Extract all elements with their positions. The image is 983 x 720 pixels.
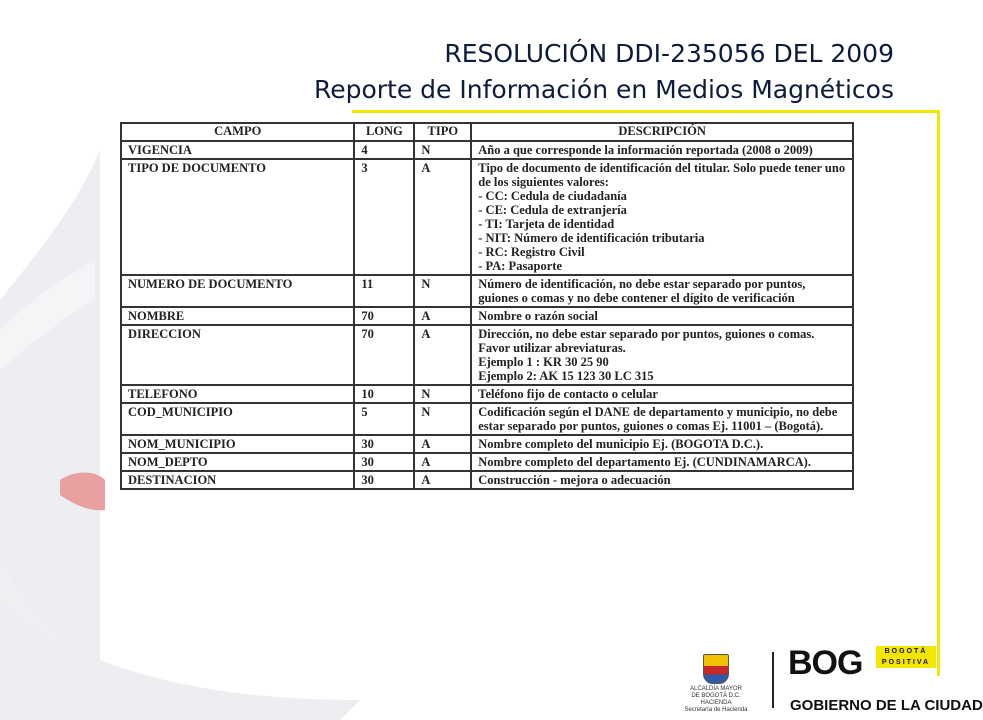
table-row [121, 453, 853, 471]
descripcion-cell: Nombre o razón social [471, 307, 853, 325]
header-long: LONG [354, 123, 414, 141]
long-cell: 10 [354, 385, 414, 403]
alcaldia-line4: Secretaría de Hacienda [684, 707, 748, 713]
long-cell: 5 [354, 403, 414, 435]
campo-cell: NOMBRE [121, 307, 354, 325]
long-cell: 30 [354, 471, 414, 489]
alcaldia-line2: DE BOGOTÁ D.C. [691, 693, 741, 699]
table-row [121, 159, 853, 275]
table-row [121, 403, 853, 435]
table-row [121, 141, 853, 159]
bogota-positiva-logo [788, 644, 983, 714]
tipo-cell: A [414, 435, 471, 453]
campo-cell: NOM_MUNICIPIO [121, 435, 354, 453]
alcaldia-line1: ALCALDÍA MAYOR [690, 686, 742, 692]
page-title: RESOLUCIÓN DDI-235056 DEL 2009 [444, 39, 894, 68]
alcaldia-logo [676, 654, 756, 714]
table-row [121, 471, 853, 489]
tipo-cell: N [414, 385, 471, 403]
descripcion-cell: Dirección, no debe estar separado por puntos, guiones o comas. Favor utilizar abreviaturas. Ejemplo 1 : KR 30 25 90 Ejemplo 2: AK 15 123 30 LC 315 [471, 325, 853, 385]
campo-cell: COD_MUNICIPIO [121, 403, 354, 435]
bogota-positiva-tag: BOGOTÁ POSITIVA [876, 646, 936, 668]
tipo-cell: N [414, 403, 471, 435]
alcaldia-line3: HACIENDA [700, 700, 732, 706]
page-subtitle: Reporte de Información en Medios Magnéticos [313, 75, 894, 104]
long-cell: 3 [354, 159, 414, 275]
campo-cell: TELEFONO [121, 385, 354, 403]
descripcion-cell: Teléfono fijo de contacto o celular [471, 385, 853, 403]
campo-cell: TIPO DE DOCUMENTO [121, 159, 354, 275]
header-descripcion: DESCRIPCIÓN [471, 123, 853, 141]
descripcion-cell: Tipo de documento de identificación del titular. Solo puede tener uno de los siguientes valores: - CC: Cedula de ciudadanía - CE: Cedula de extranjería - TI: Tarjeta de identidad - NIT: Número de identificación tributaria - RC: Registro Civil - PA: Pasaporte [471, 159, 853, 275]
long-cell: 11 [354, 275, 414, 307]
tipo-cell: N [414, 141, 471, 159]
descripcion-cell: Año a que corresponde la información reportada (2008 o 2009) [471, 141, 853, 159]
descripcion-cell: Nombre completo del municipio Ej. (BOGOTA D.C.). [471, 435, 853, 453]
descripcion-cell: Construcción - mejora o adecuación [471, 471, 853, 489]
table-row [121, 307, 853, 325]
campo-cell: DESTINACION [121, 471, 354, 489]
bog-wordmark: BOG [788, 644, 863, 682]
logo-divider [772, 652, 774, 708]
tipo-cell: A [414, 307, 471, 325]
fields-table [120, 122, 854, 490]
table-row [121, 275, 853, 307]
header-tipo: TIPO [414, 123, 471, 141]
campo-cell: NUMERO DE DOCUMENTO [121, 275, 354, 307]
tipo-cell: A [414, 159, 471, 275]
tipo-cell: A [414, 325, 471, 385]
footer-logos [676, 644, 983, 714]
table-header-row [121, 123, 853, 141]
gobierno-text: GOBIERNO DE LA CIUDAD [790, 697, 983, 714]
fields-table-container [120, 122, 854, 490]
campo-cell: NOM_DEPTO [121, 453, 354, 471]
tipo-cell: N [414, 275, 471, 307]
long-cell: 4 [354, 141, 414, 159]
descripcion-cell: Número de identificación, no debe estar separado por puntos, guiones o comas y no debe contener el dígito de verificación [471, 275, 853, 307]
table-row [121, 385, 853, 403]
header-campo: CAMPO [121, 123, 354, 141]
coat-of-arms-icon [703, 654, 729, 684]
descripcion-cell: Codificación según el DANE de departamento y municipio, no debe estar separado por puntos, guiones o comas Ej. 11001 – (Bogotá). [471, 403, 853, 435]
descripcion-cell: Nombre completo del departamento Ej. (CUNDINAMARCA). [471, 453, 853, 471]
campo-cell: VIGENCIA [121, 141, 354, 159]
long-cell: 30 [354, 435, 414, 453]
tipo-cell: A [414, 453, 471, 471]
campo-cell: DIRECCION [121, 325, 354, 385]
tipo-cell: A [414, 471, 471, 489]
long-cell: 30 [354, 453, 414, 471]
long-cell: 70 [354, 325, 414, 385]
long-cell: 70 [354, 307, 414, 325]
title-block [314, 36, 894, 108]
table-row [121, 435, 853, 453]
table-row [121, 325, 853, 385]
